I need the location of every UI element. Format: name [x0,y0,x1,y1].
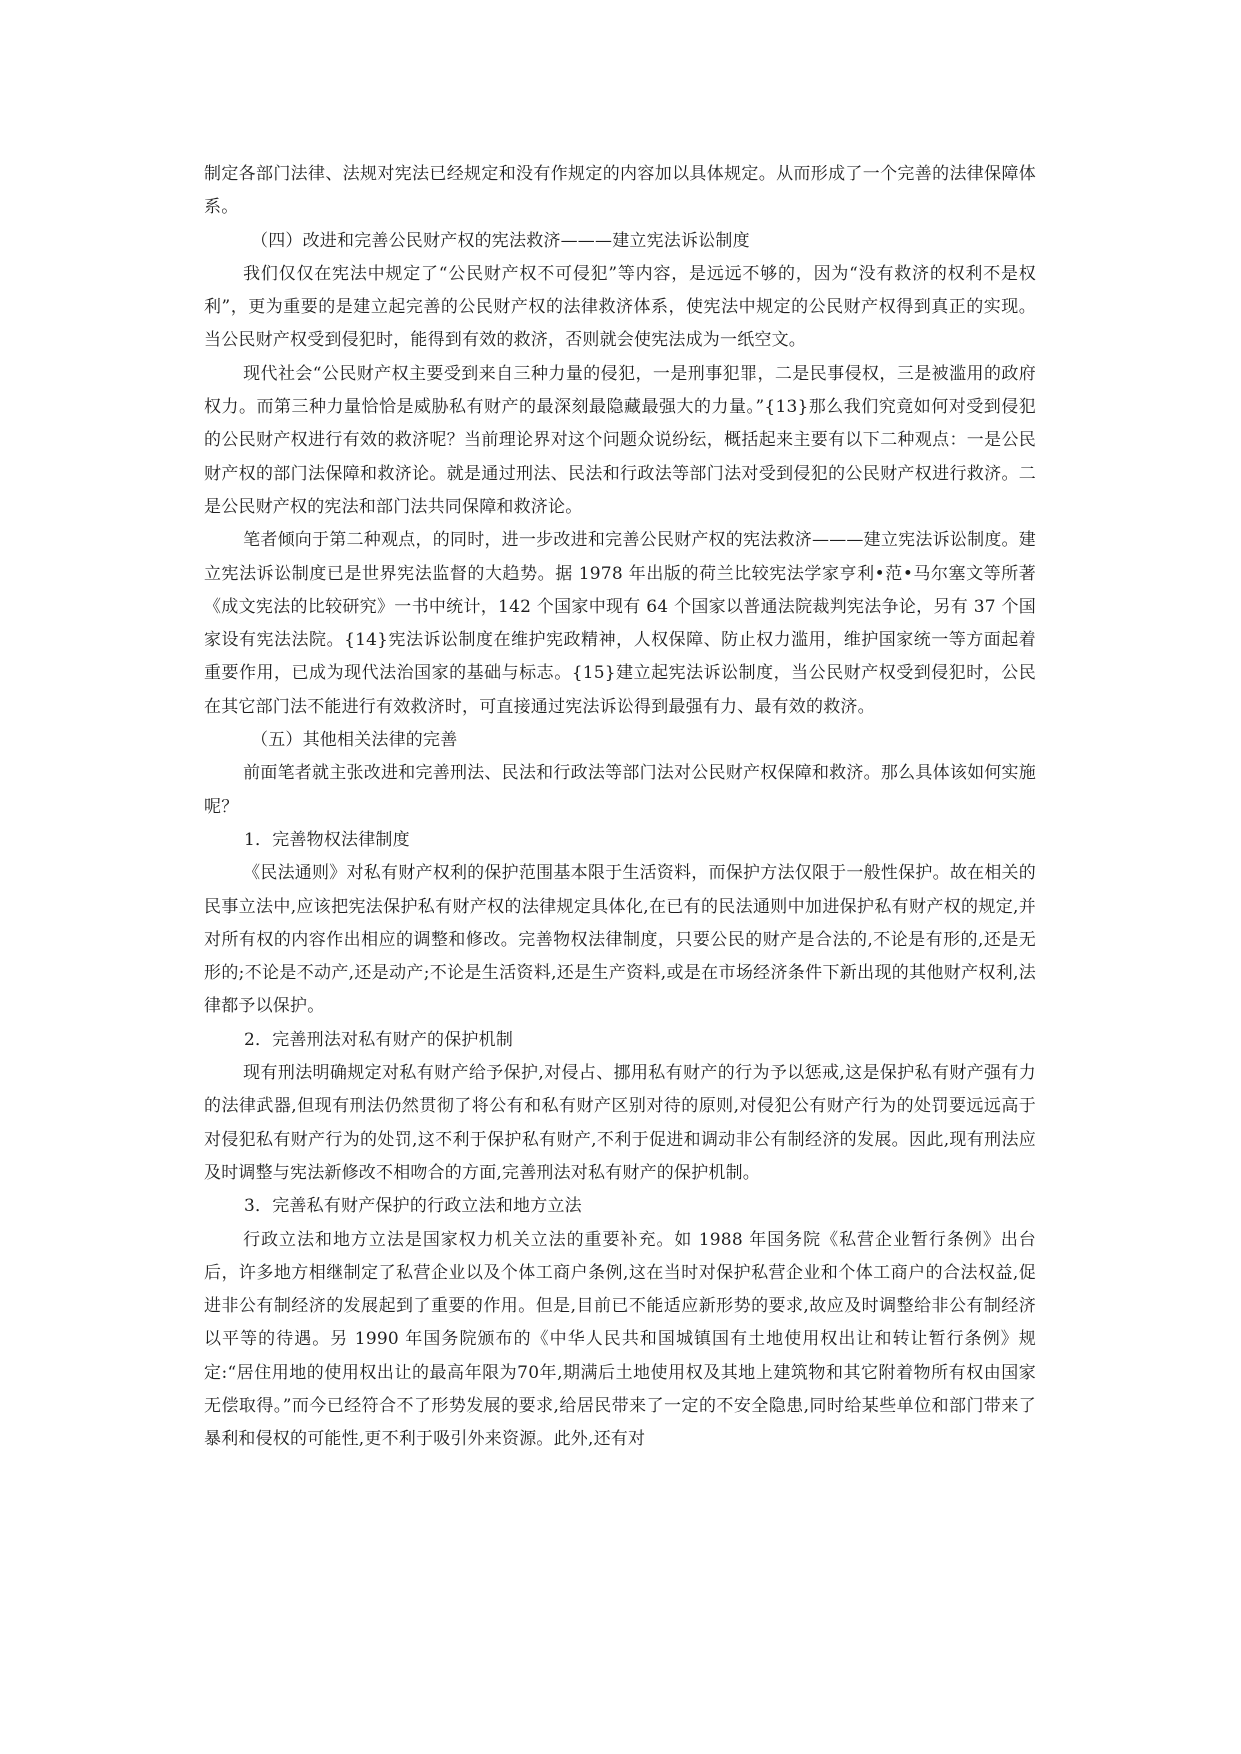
paragraph: 《民法通则》对私有财产权利的保护范围基本限于生活资料，而保护方法仅限于一般性保护。故在相关的民事立法中,应该把宪法保护私有财产权的法律规定具体化,在已有的民法通则中加进保护私有财产权的规定,并对所有权的内容作出相应的调整和修改。完善物权法律制度，只要公民的财产是合法的,不论是有形的,还是无形的;不论是不动产,还是动产;不论是生活资料,还是生产资料,或是在市场经济条件下新出现的其他财产权利,法律都予以保护。 [204,863,1036,1017]
paragraph: 现有刑法明确规定对私有财产给予保护,对侵占、挪用私有财产的行为予以惩戒,这是保护私有财产强有力的法律武器,但现有刑法仍然贯彻了将公有和私有财产区别对待的原则,对侵犯公有财产行为的处罚要远远高于对侵犯私有财产行为的处罚,这不利于保护私有财产,不利于促进和调动非公有制经济的发展。因此,现有刑法应及时调整与宪法新修改不相吻合的方面,完善刑法对私有财产的保护机制。 [204,1063,1036,1183]
paragraph: 现代社会“公民财产权主要受到来自三种力量的侵犯，一是刑事犯罪，二是民事侵权，三是被滥用的政府权力。而第三种力量恰恰是威胁私有财产的最深刻最隐藏最强大的力量。”{13}那么我们究竟如何对受到侵犯的公民财产权进行有效的救济呢？当前理论界对这个问题众说纷纭，概括起来主要有以下二种观点：一是公民财产权的部门法保障和救济论。就是通过刑法、民法和行政法等部门法对受到侵犯的公民财产权进行救济。二是公民财产权的宪法和部门法共同保障和救济论。 [204,363,1036,517]
paragraph: 我们仅仅在宪法中规定了“公民财产权不可侵犯”等内容，是远远不够的，因为“没有救济的权利不是权利”，更为重要的是建立起完善的公民财产权的法律救济体系，使宪法中规定的公民财产权得到真正的实现。当公民财产权受到侵犯时，能得到有效的救济，否则就会使宪法成为一纸空文。 [204,263,1036,351]
subsection-heading-3: 3．完善私有财产保护的行政立法和地方立法 [244,1196,582,1217]
paragraph-continued: 制定各部门法律、法规对宪法已经规定和没有作规定的内容加以具体规定。从而形成了一个完善的法律保障体系。 [204,164,1036,218]
paragraph: 前面笔者就主张改进和完善刑法、民法和行政法等部门法对公民财产权保障和救济。那么具体该如何实施呢？ [204,763,1036,817]
paragraph: 笔者倾向于第二种观点，的同时，进一步改进和完善公民财产权的宪法救济———建立宪法诉讼制度。建立宪法诉讼制度已是世界宪法监督的大趋势。据 1978 年出版的荷兰比较宪法学家亨利•范•马尔塞文等所著《成文宪法的比较研究》一书中统计，142 个国家中现有 64 个国家以普通法院裁判宪法争论，另有 37 个国家设有宪法法院。{14}宪法诉讼制度在维护宪政精神，人权保障、防止权力滥用，维护国家统一等方面起着重要作用，已成为现代法治国家的基础与标志。{15}建立起宪法诉讼制度，当公民财产权受到侵犯时，公民在其它部门法不能进行有效救济时，可直接通过宪法诉讼得到最强有力、最有效的救济。 [204,530,1036,717]
subsection-heading-2: 2．完善刑法对私有财产的保护机制 [244,1029,514,1050]
document-body [204,158,1036,1457]
section-heading-4: （四）改进和完善公民财产权的宪法救济———建立宪法诉讼制度 [251,230,750,251]
subsection-heading-1: 1．完善物权法律制度 [244,829,410,850]
section-heading-5: （五）其他相关法律的完善 [251,730,458,751]
paragraph: 行政立法和地方立法是国家权力机关立法的重要补充。如 1988 年国务院《私营企业暂行条例》出台后，许多地方相继制定了私营企业以及个体工商户条例,这在当时对保护私营企业和个体工商户的合法权益,促进非公有制经济的发展起到了重要的作用。但是,目前已不能适应新形势的要求,故应及时调整给非公有制经济以平等的待遇。另 1990 年国务院颁布的《中华人民共和国城镇国有土地使用权出让和转让暂行条例》规定:“居住用地的使用权出让的最高年限为70年,期满后土地使用权及其地上建筑物和其它附着物所有权由国家无偿取得。”而今已经符合不了形势发展的要求,给居民带来了一定的不安全隐患,同时给某些单位和部门带来了暴利和侵权的可能性,更不利于吸引外来资源。此外,还有对 [204,1229,1036,1450]
